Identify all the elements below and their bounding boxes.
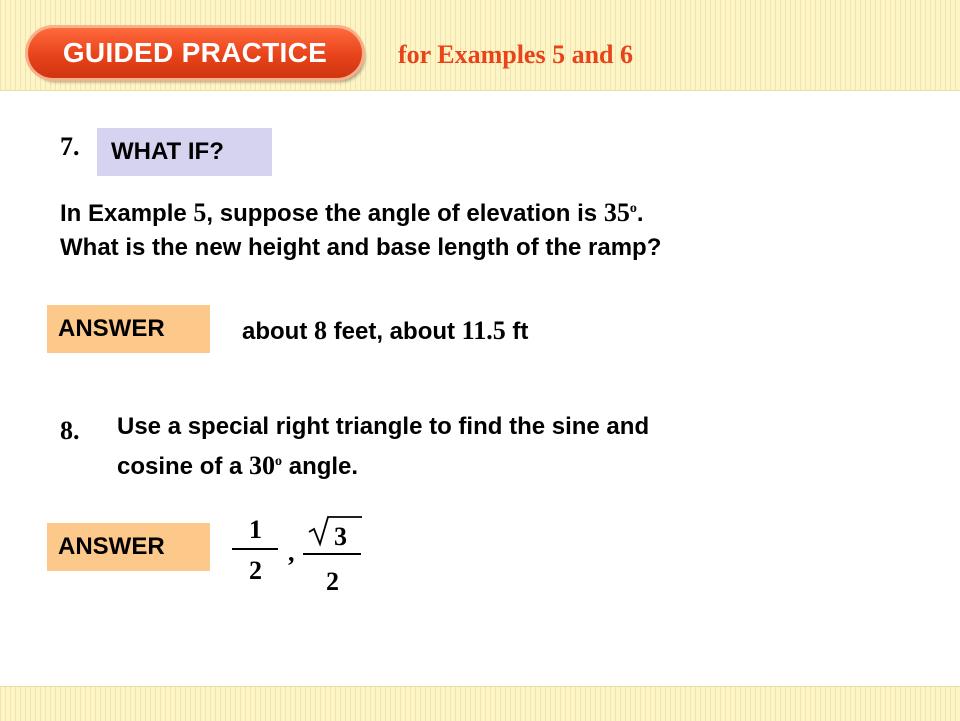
q8-degree-mark: o	[275, 454, 283, 469]
cosine-fraction-bar	[303, 553, 361, 555]
q7-angle-value: 35	[603, 198, 630, 227]
what-if-tag-text: WHAT IF?	[111, 138, 224, 165]
a7-text-a: about	[242, 318, 314, 345]
cosine-denominator: 2	[326, 567, 339, 596]
guided-practice-badge: GUIDED PRACTICE	[28, 28, 362, 78]
question-8-number: 8.	[60, 416, 80, 445]
a7-height-value: 8	[314, 316, 327, 345]
sine-numerator: 1	[249, 515, 262, 544]
question-7-line-2: What is the new height and base length of the ramp?	[60, 234, 662, 261]
question-8-line-1: Use a special right triangle to find the sine and	[117, 413, 650, 440]
a7-text-e: ft	[505, 318, 529, 345]
q7-text-c: , suppose the angle of elevation is	[206, 200, 604, 227]
answer-comma: ,	[288, 538, 295, 567]
what-if-tag	[97, 128, 272, 176]
question-7-number: 7.	[60, 132, 80, 161]
q8-angle-value: 30	[249, 451, 276, 480]
sine-fraction-bar	[232, 548, 278, 550]
q7-text-a: In Example	[60, 200, 194, 227]
answer-7-label: ANSWER	[58, 315, 165, 342]
answer-8-label: ANSWER	[58, 533, 165, 560]
answer-7-text	[242, 316, 528, 346]
cosine-numerator: 3	[334, 522, 347, 551]
a7-text-c: feet, about	[327, 318, 462, 345]
question-7-line-1	[60, 198, 643, 228]
examples-subtitle: for Examples 5 and 6	[398, 40, 633, 69]
question-8-line-2	[117, 451, 358, 481]
q7-degree-mark: o	[629, 201, 637, 216]
q8-text-c: angle.	[282, 453, 359, 480]
footer-band	[0, 686, 960, 721]
q7-text-e: .	[636, 200, 644, 227]
q7-example-number: 5	[193, 198, 207, 227]
a7-base-value: 11.5	[461, 316, 506, 345]
answer-7-badge	[47, 305, 210, 353]
sine-denominator: 2	[249, 556, 262, 585]
answer-8-badge	[47, 523, 210, 571]
q8-text-a: cosine of a	[117, 453, 250, 480]
